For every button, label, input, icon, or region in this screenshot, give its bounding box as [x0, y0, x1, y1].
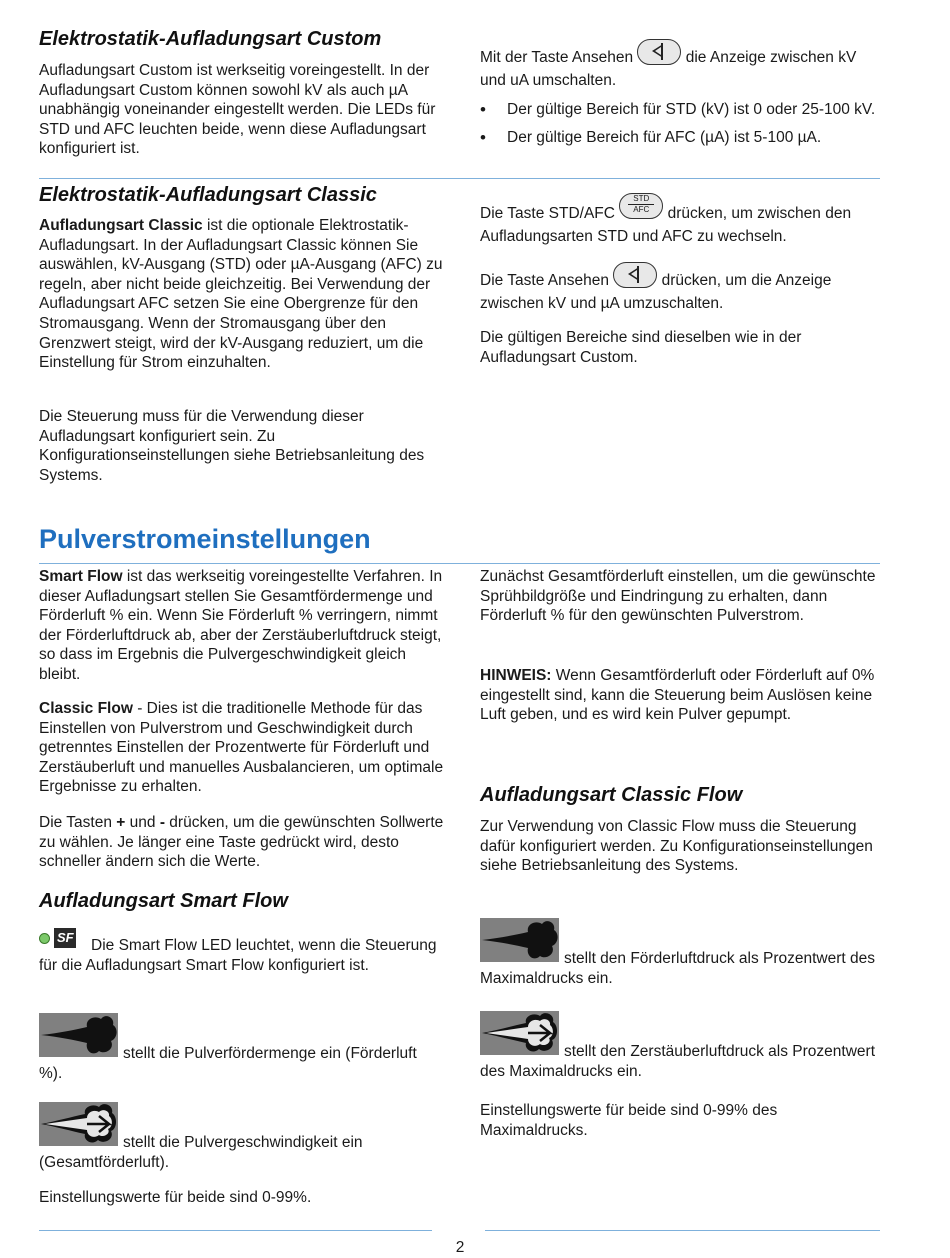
smart-flow-text: Smart Flow ist das werkseitig voreingestellte Verfahren. In dieser Aufladungsart stellen Sie Gesamtfördermenge und Förderluft % ein. Wenn Sie Förderluft % verringern, nimmt der Förderluftdruck ab, aber der Zerstäuberluftdruck steigt, so dass im Ergebnis die Pulvergeschwindigkeit gleich bleibt.	[39, 568, 443, 683]
custom-text: Aufladungsart Custom ist werkseitig voreingestellt. In der Aufladungsart Custom können sowohl kV als auch µA unabhängig voneinander eingestellt werden. Die LEDs für STD und AFC leuchten beide, wenn diese Aufladungsart konfiguriert ist.	[39, 62, 436, 158]
atomizing-air-text: stellt den Zerstäuberluftdruck als Prozentwert des Maximaldrucks ein.	[480, 1043, 875, 1080]
divider	[39, 178, 880, 179]
section-title: Pulverstromeinstellungen	[39, 524, 371, 554]
smart-flow-values: Einstellungswerte für beide sind 0-99%.	[39, 1189, 312, 1206]
page-number: 2	[455, 1239, 465, 1256]
divider	[39, 563, 880, 564]
classic-flow-title: Aufladungsart Classic Flow	[480, 784, 743, 806]
std-afc-paragraph: Die Taste STD/AFC STD AFC drücken, um zwischen den Aufladungsarten STD und AFC zu wechseln.	[480, 194, 852, 245]
ranges-same-text: Die gültigen Bereiche sind dieselben wie in der Aufladungsart Custom.	[480, 329, 802, 366]
custom-title: Elektrostatik-Aufladungsart Custom	[39, 28, 382, 50]
flow-rate-text: stellt die Pulverfördermenge ein (Förderluft %).	[39, 1045, 417, 1082]
classic-config-text: Die Steuerung muss für die Verwendung dieser Aufladungsart konfiguriert sein. Zu Konfigurationseinstellungen siehe Betriebsanleitung des Systems.	[39, 408, 425, 484]
footer-divider-left	[39, 1230, 432, 1231]
smart-flow-title: Aufladungsart Smart Flow	[39, 890, 288, 912]
classic-flow-config-text: Zur Verwendung von Classic Flow muss die Steuerung dafür konfiguriert werden. Zu Konfigurationseinstellungen siehe Betriebsanleitung des Systems.	[480, 818, 873, 875]
view-key-icon	[637, 39, 681, 65]
keys-text: Die Tasten + und - drücken, um die gewünschten Sollwerte zu wählen. Je länger eine Taste gedrückt wird, desto schneller ändern sich die Werte.	[39, 814, 444, 871]
classic-view-paragraph: Die Taste Ansehen drücken, um die Anzeige zwischen kV und µA umzuschalten.	[480, 268, 885, 314]
custom-view-paragraph: Mit der Taste Ansehen die Anzeige zwischen kV und uA umschalten.	[480, 45, 885, 91]
classic-title: Elektrostatik-Aufladungsart Classic	[39, 184, 377, 206]
list-item: • Der gültige Bereich für STD (kV) ist 0 oder 25-100 kV.	[480, 100, 885, 120]
velocity-text: stellt die Pulvergeschwindigkeit ein (Gesamtförderluft).	[39, 1134, 363, 1171]
total-air-text: Zunächst Gesamtförderluft einstellen, um die gewünschte Sprühbildgröße und Eindringung zu erhalten, dann Förderluft % für den gewünschten Pulverstrom.	[480, 568, 876, 625]
smart-flow-led-text: Die Smart Flow LED leuchtet, wenn die Steuerung für die Aufladungsart Smart Flow konfiguriert ist.	[39, 937, 437, 974]
classic-flow-values: Einstellungswerte für beide sind 0-99% des Maximaldrucks.	[480, 1102, 778, 1139]
flow-air-text: stellt den Förderluftdruck als Prozentwert des Maximaldrucks ein.	[480, 950, 875, 987]
std-afc-key-icon: STD AFC	[619, 193, 663, 219]
range-list	[480, 100, 885, 155]
smart-flow-logo-icon: SF	[54, 928, 76, 948]
footer-divider-right	[485, 1230, 880, 1231]
list-item: • Der gültige Bereich für AFC (µA) ist 5-100 µA.	[480, 128, 885, 148]
note-text: HINWEIS: Wenn Gesamtförderluft oder Förderluft auf 0% eingestellt sind, kann die Steuerung beim Auslösen keine Luft geben, und es wird kein Pulver gepumpt.	[480, 667, 875, 724]
classic-text: Aufladungsart Classic ist die optionale Elektrostatik-Aufladungsart. In der Aufladungsart Classic können Sie auswählen, kV-Ausgang (STD) oder µA-Ausgang (AFC) zu regeln, aber nicht beide gleichzeitig. Bei Verwendung der Aufladungsart AFC setzen Sie eine Obergrenze für den Stromausgang. Wenn der Stromausgang über den Grenzwert steigt, wird der kV-Ausgang reduziert, um die Einstellung für Strom einzuhalten.	[39, 217, 443, 372]
classic-flow-text: Classic Flow - Dies ist die traditionelle Methode für das Einstellen von Pulverstrom und Geschwindigkeit durch getrenntes Einstellen der Prozentwerte für Förderluft und Zerstäuberluft und manuelles Ausbalancieren, um optimale Ergebnisse zu erhalten.	[39, 700, 444, 796]
view-key-icon	[613, 262, 657, 288]
